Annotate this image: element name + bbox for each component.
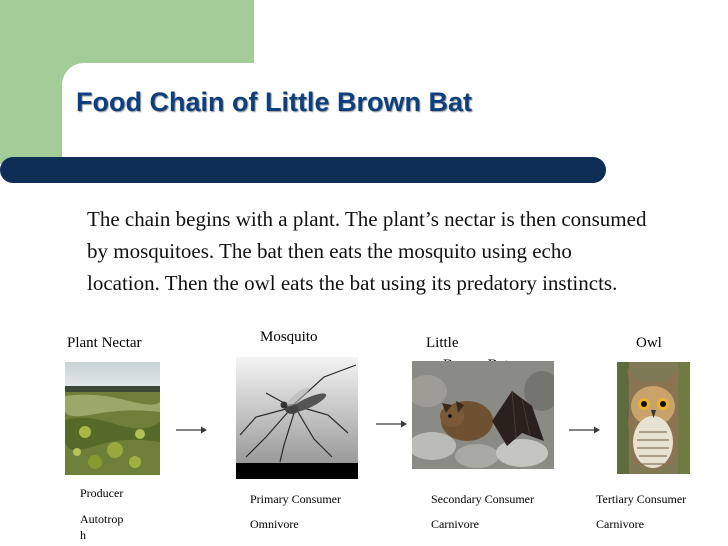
chain-description: The chain begins with a plant. The plant’s nectar is then consumed by mosquitoes. The bat then eats the mosquito using echo location. Then the owl eats the bat using its predatory instincts. [87, 207, 647, 295]
title-underline-bar [0, 157, 606, 183]
plant-nectar-label: Plant Nectar [67, 335, 142, 351]
mosquito-type: Omnivore [250, 517, 299, 531]
bat-type: Carnivore [431, 517, 479, 531]
bat-role: Secondary Consumer [431, 492, 534, 506]
arrow-right-icon [175, 425, 209, 435]
owl-photo [617, 362, 690, 474]
arrow-right-icon [375, 419, 409, 429]
plant-type-line2: h [80, 528, 86, 542]
slide-title: Food Chain of Little Brown Bat [76, 87, 472, 117]
mosquito-photo [236, 357, 358, 479]
owl-label: Owl [636, 335, 662, 351]
pond-with-algae-photo [65, 362, 160, 475]
bat-label-line1: Little [426, 335, 459, 351]
owl-type: Carnivore [596, 517, 644, 531]
mosquito-role: Primary Consumer [250, 492, 341, 506]
plant-type-line1: Autotrop [80, 512, 124, 526]
bat-photo [412, 361, 554, 469]
arrow-right-icon [568, 425, 602, 435]
mosquito-label: Mosquito [260, 329, 318, 345]
owl-role: Tertiary Consumer [596, 492, 687, 506]
plant-role: Producer [80, 486, 124, 500]
